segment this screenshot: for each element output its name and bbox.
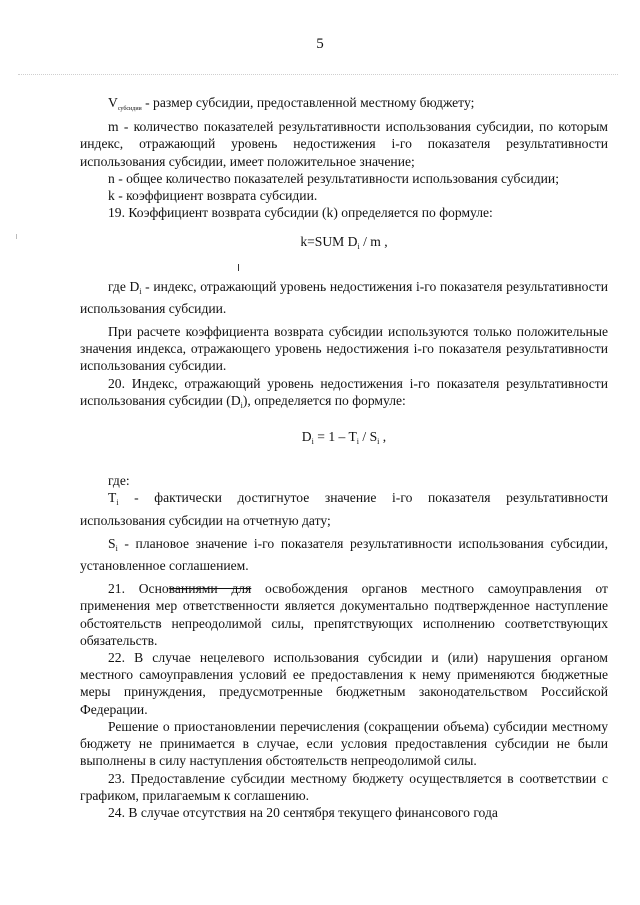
definition-k: k - коэффициент возврата субсидии. xyxy=(108,188,318,204)
scan-artifact-tick xyxy=(238,264,239,271)
formula-k-part: / m , xyxy=(359,234,388,250)
p21-struck-text: ваниями для xyxy=(168,581,252,597)
p21-part: освобождения органов местного самоуправления от применения мер ответственности является документально подтвержденное наступление обстоятельств непреодолимой силы, препятствующих исполнению соответствующих обязательств. xyxy=(80,581,608,648)
formula-d-part: = 1 – T xyxy=(313,429,357,445)
formula-d-part: , xyxy=(379,429,387,445)
where-d-definition xyxy=(80,278,608,317)
where-d-part: - индекс, отражающий уровень недостижения i-го показателя результативности использования субсидии. xyxy=(80,278,608,316)
t-part: T xyxy=(108,490,117,506)
formula-k xyxy=(80,233,608,255)
formula-d-sub: i xyxy=(377,437,380,447)
definition-s xyxy=(80,535,608,574)
p20-part: ), определяется по формуле: xyxy=(242,392,406,408)
definition-t xyxy=(80,489,608,528)
t-sub: i xyxy=(116,498,119,508)
calculation-note: При расчете коэффициента возврата субсидии используются только положительные значения индекса, отражающего уровень недостижения i-го показателя результативности использования субсидии. xyxy=(80,324,608,374)
paragraph-22: 22. В случае нецелевого использования субсидии и (или) нарушения органом местного самоуправления условий ее предоставления к нему применяются бюджетные меры принуждения, предусмотренные бюджетным законодательством Российской Федерации. xyxy=(80,650,608,717)
paragraph-19: 19. Коэффициент возврата субсидии (k) определяется по формуле: xyxy=(108,205,493,221)
formula-d-sub: i xyxy=(311,437,314,447)
p20-part: 20. Индекс, отражающий уровень недостижения i-го показателя результативности использования субсидии (D xyxy=(80,375,608,408)
s-part: S xyxy=(108,535,116,551)
s-part: - плановое значение i-го показателя результативности использования субсидии, установленное соглашением. xyxy=(80,535,608,574)
where-d-sub: i xyxy=(139,286,142,296)
p21-part: 21. Осно xyxy=(108,581,169,597)
paragraph-23: 23. Предоставление субсидии местному бюджету осуществляется в соответствии с графиком, прилагаемым к соглашению. xyxy=(80,770,608,803)
t-part: - фактически достигнутое значение i-го показателя результативности использования субсидии на отчетную дату; xyxy=(80,490,608,528)
page-number: 5 xyxy=(316,36,324,52)
paragraph-24: 24. В случае отсутствия на 20 сентября текущего финансового года xyxy=(108,804,498,820)
where-label: где: xyxy=(108,473,130,489)
formula-k-part: k=SUM D xyxy=(300,234,358,250)
p20-sub: i xyxy=(240,400,243,410)
paragraph-21 xyxy=(80,580,608,649)
scan-artifact-line xyxy=(18,74,618,77)
scan-artifact-mark xyxy=(16,234,17,239)
v-definition: - размер субсидии, предоставленной местному бюджету; xyxy=(141,95,475,110)
formula-d-sub: i xyxy=(356,437,360,447)
s-sub: i xyxy=(115,543,118,553)
definition-v xyxy=(80,94,608,118)
formula-k-sub: i xyxy=(357,242,360,252)
where-d-part: где D xyxy=(108,278,140,294)
definition-m: m - количество показателей результативности использования субсидии, по которым индекс, отражающий уровень недостижения i-го показателя результативности использования субсидии, имеет положительное значение; xyxy=(80,119,608,169)
paragraph-20 xyxy=(80,375,608,414)
definition-n: n - общее количество показателей результативности использования субсидии; xyxy=(108,170,559,186)
v-subscript: субсидии xyxy=(117,106,142,112)
formula-d xyxy=(80,428,608,450)
document-body xyxy=(80,94,608,821)
formula-d-part: / S xyxy=(359,429,378,445)
formula-d-part: D xyxy=(301,429,312,445)
v-symbol: V xyxy=(108,95,118,110)
decision-paragraph: Решение о приостановлении перечисления (сокращении объема) субсидии местному бюджету не принимается в случае, если условия предоставления субсидии не были выполнены в силу наступления обстоятельств непреодолимой силы. xyxy=(80,718,608,769)
